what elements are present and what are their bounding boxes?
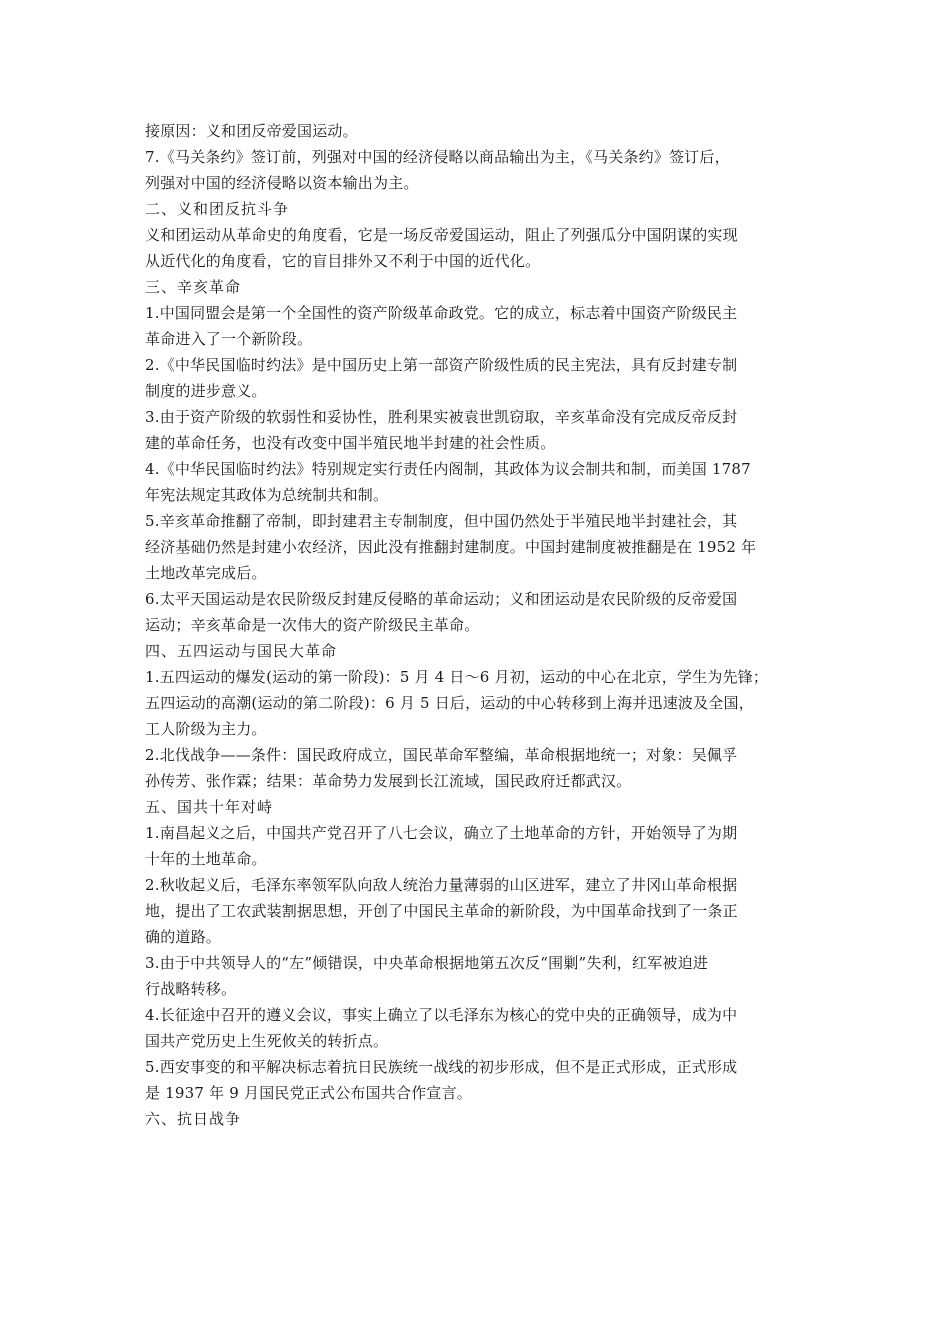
paragraph-line: 2.北伐战争——条件：国民政府成立，国民革命军整编，革命根据地统一；对象：吴佩孚 — [145, 746, 738, 764]
paragraph-line: 建的革命任务，也没有改变中国半殖民地半封建的社会性质。 — [145, 434, 556, 452]
section-heading: 四、五四运动与国民大革命 — [145, 642, 338, 660]
paragraph-line: 五四运动的高潮(运动的第二阶段)：6 月 5 日后，运动的中心转移到上海并迅速波及全国， — [145, 694, 754, 712]
paragraph-line: 1.五四运动的爆发(运动的第一阶段)：5 月 4 日～6 月初，运动的中心在北京，学生为先锋； — [145, 668, 769, 686]
paragraph-line: 列强对中国的经济侵略以资本输出为主。 — [145, 174, 419, 192]
section-heading: 三、辛亥革命 — [145, 278, 242, 296]
paragraph-line: 7.《马关条约》签订前，列强对中国的经济侵略以商品输出为主，《马关条约》签订后， — [145, 148, 730, 166]
paragraph-line: 土地改革完成后。 — [145, 564, 267, 582]
paragraph-line: 是 1937 年 9 月国民党正式公布国共合作宣言。 — [145, 1084, 472, 1102]
paragraph-line: 5.西安事变的和平解决标志着抗日民族统一战线的初步形成，但不是正式形成，正式形成 — [145, 1058, 738, 1076]
paragraph-line: 年宪法规定其政体为总统制共和制。 — [145, 486, 389, 504]
paragraph-line: 接原因：义和团反帝爱国运动。 — [145, 122, 358, 140]
paragraph-line: 经济基础仍然是封建小农经济，因此没有推翻封建制度。中国封建制度被推翻是在 1952 年 — [145, 538, 757, 556]
paragraph-line: 运动；辛亥革命是一次伟大的资产阶级民主革命。 — [145, 616, 480, 634]
paragraph-line: 工人阶级为主力。 — [145, 720, 267, 738]
paragraph-line: 革命进入了一个新阶段。 — [145, 330, 313, 348]
paragraph-line: 1.中国同盟会是第一个全国性的资产阶级革命政党。它的成立，标志着中国资产阶级民主 — [145, 304, 738, 322]
paragraph-line: 行战略转移。 — [145, 980, 237, 998]
paragraph-line: 2.《中华民国临时约法》是中国历史上第一部资产阶级性质的民主宪法，具有反封建专制 — [145, 356, 738, 374]
paragraph-line: 6.太平天国运动是农民阶级反封建反侵略的革命运动；义和团运动是农民阶级的反帝爱国 — [145, 590, 738, 608]
paragraph-line: 孙传芳、张作霖；结果：革命势力发展到长江流域，国民政府迁都武汉。 — [145, 772, 632, 790]
paragraph-line: 国共产党历史上生死攸关的转折点。 — [145, 1032, 389, 1050]
paragraph-line: 十年的土地革命。 — [145, 850, 267, 868]
section-heading: 二、义和团反抗斗争 — [145, 200, 290, 218]
paragraph-line: 确的道路。 — [145, 928, 222, 946]
paragraph-line: 3.由于中共领导人的“左”倾错误，中央革命根据地第五次反“围剿”失利，红军被迫进 — [145, 954, 708, 972]
paragraph-line: 义和团运动从革命史的角度看，它是一场反帝爱国运动，阻止了列强瓜分中国阴谋的实现 — [145, 226, 738, 244]
paragraph-line: 地，提出了工农武装割据思想，开创了中国民主革命的新阶段，为中国革命找到了一条正 — [145, 902, 738, 920]
paragraph-line: 5.辛亥革命推翻了帝制，即封建君主专制制度，但中国仍然处于半殖民地半封建社会，其 — [145, 512, 738, 530]
section-heading: 六、抗日战争 — [145, 1110, 242, 1128]
paragraph-line: 4.《中华民国临时约法》特别规定实行责任内阁制，其政体为议会制共和制，而美国 1787 — [145, 460, 751, 478]
paragraph-line: 从近代化的角度看，它的盲目排外又不利于中国的近代化。 — [145, 252, 541, 270]
paragraph-line: 2.秋收起义后，毛泽东率领军队向敌人统治力量薄弱的山区进军，建立了井冈山革命根据 — [145, 876, 738, 894]
paragraph-line: 4.长征途中召开的遵义会议，事实上确立了以毛泽东为核心的党中央的正确领导，成为中 — [145, 1006, 738, 1024]
paragraph-line: 1.南昌起义之后，中国共产党召开了八七会议，确立了土地革命的方针，开始领导了为期 — [145, 824, 738, 842]
paragraph-line: 制度的进步意义。 — [145, 382, 267, 400]
document-page — [145, 118, 815, 1132]
paragraph-line: 3.由于资产阶级的软弱性和妥协性，胜利果实被袁世凯窃取，辛亥革命没有完成反帝反封 — [145, 408, 738, 426]
section-heading: 五、国共十年对峙 — [145, 798, 274, 816]
